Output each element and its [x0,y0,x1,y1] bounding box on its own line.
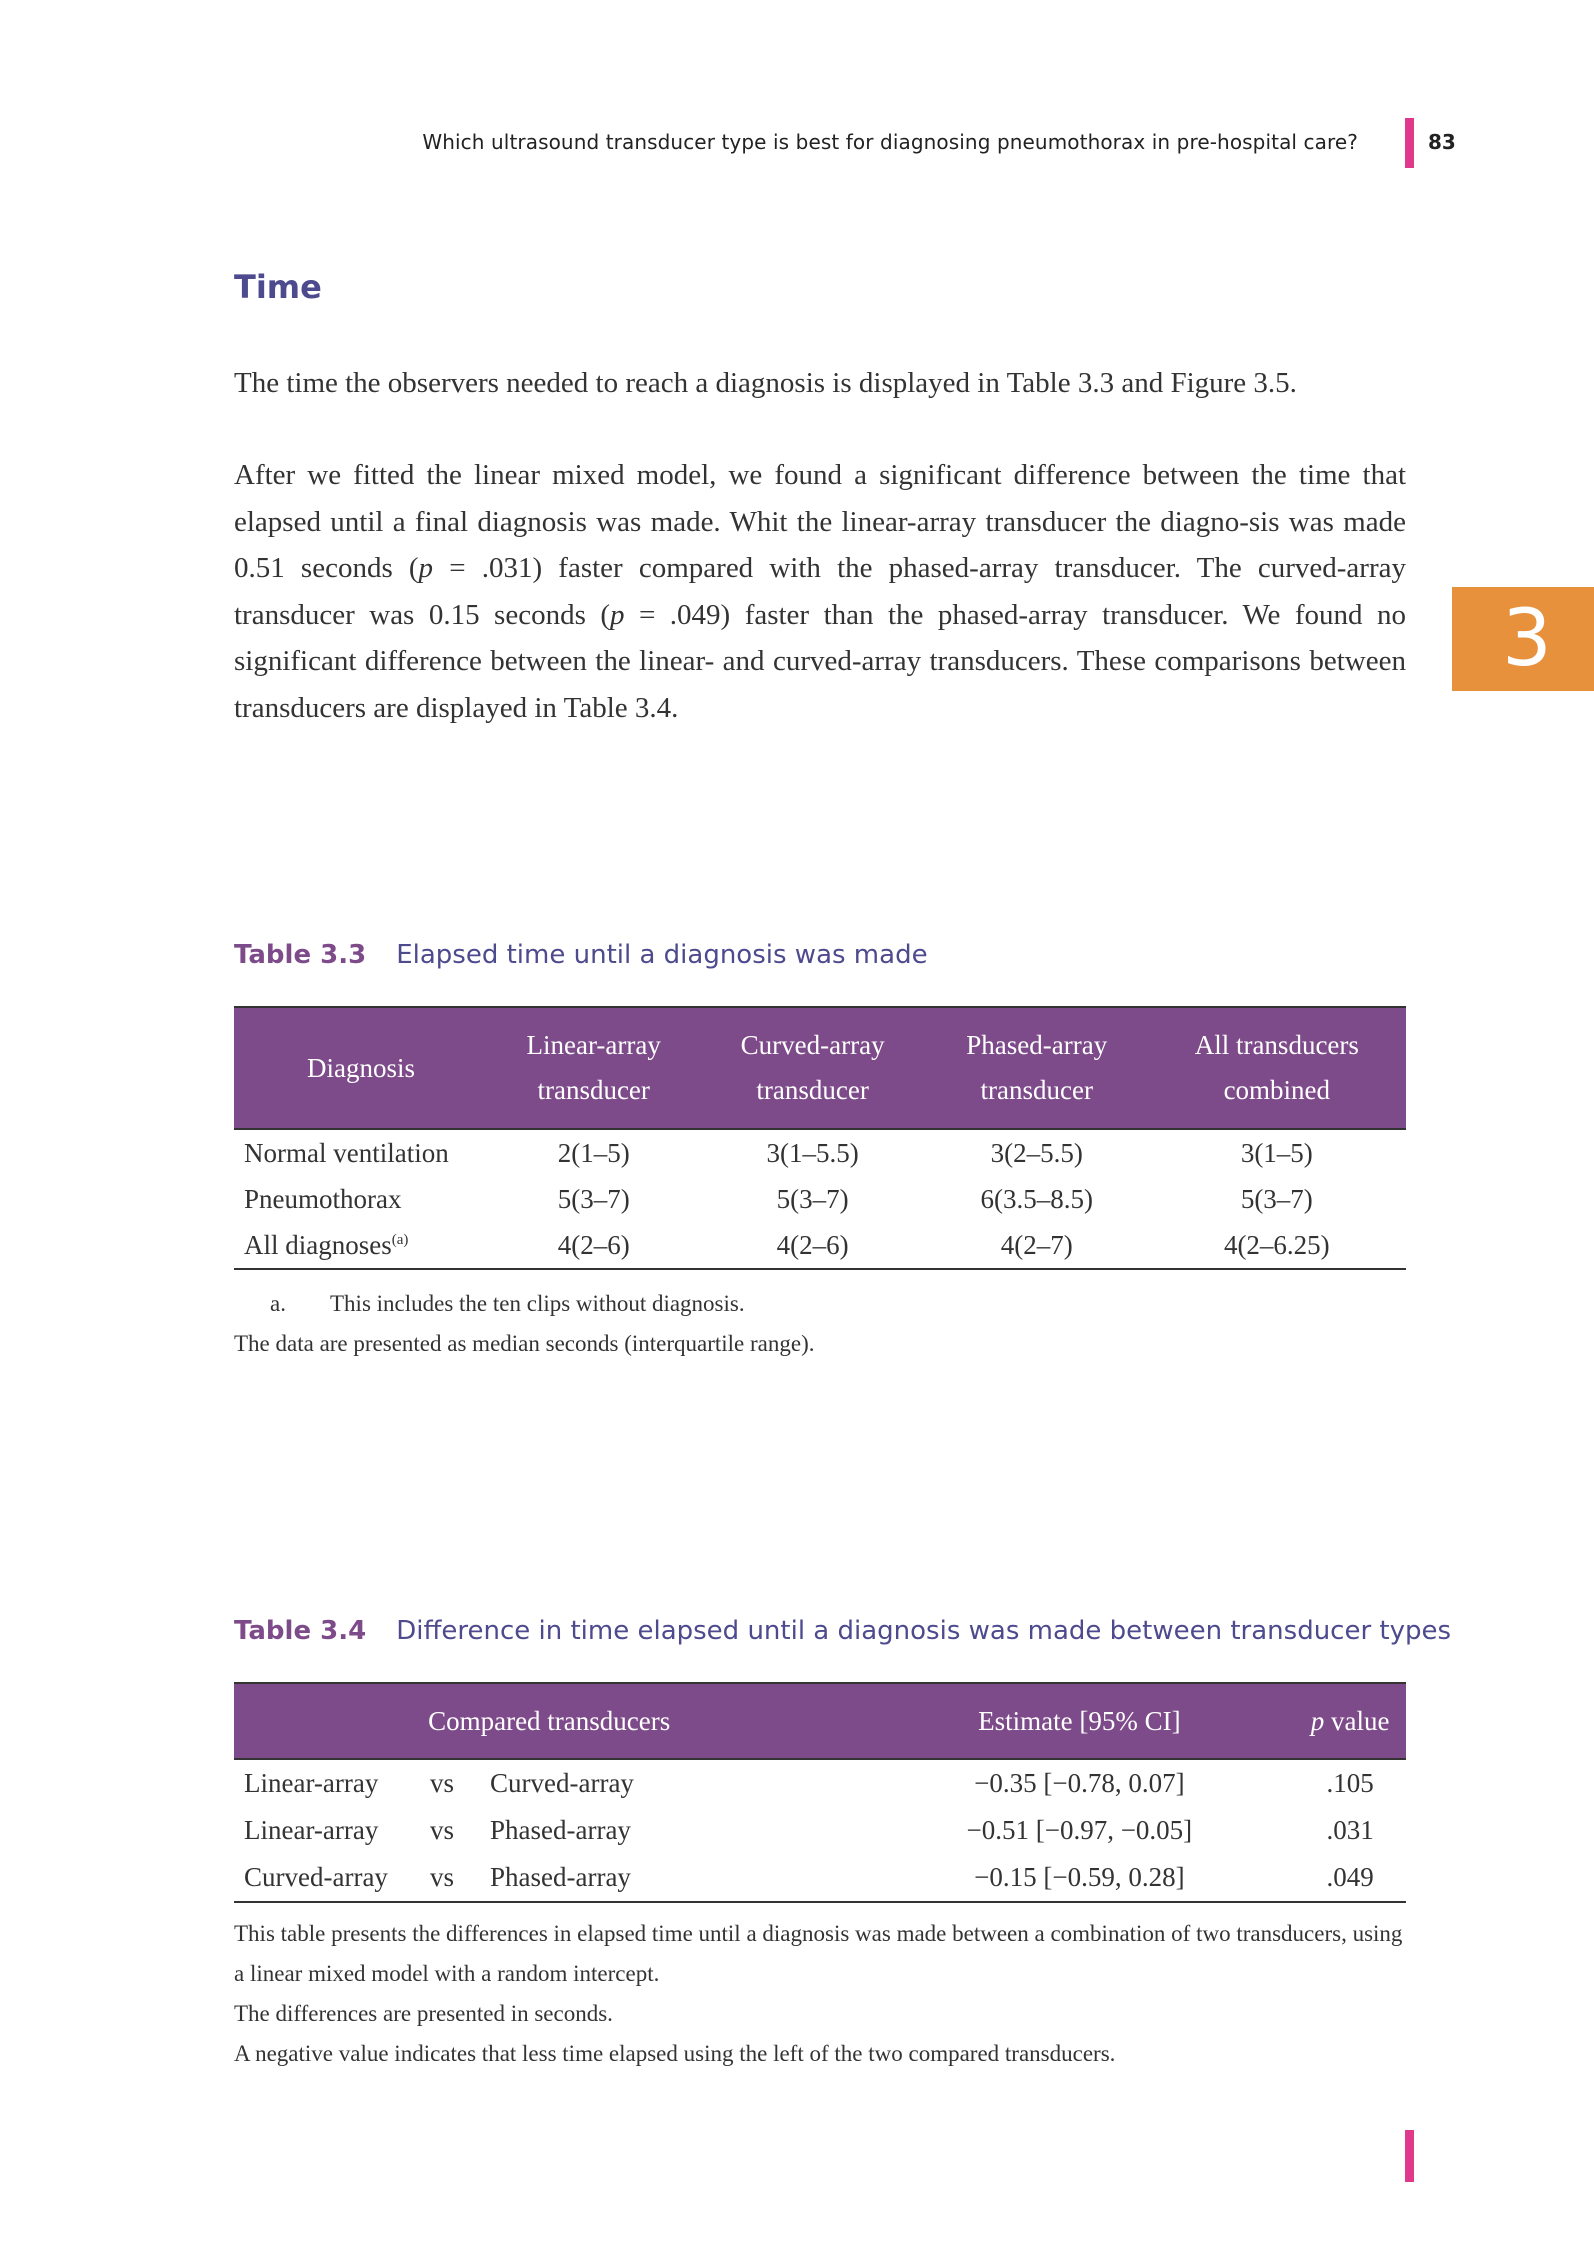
column-header-curved: Curved-array transducer [699,1007,925,1129]
table-row [234,1222,1406,1269]
table-note: The differences are presented in seconds. [234,2001,613,2026]
table-note: This table presents the differences in elapsed time until a diagnosis was made between a combination of two transducers, using a linear mixed model with a random intercept. [234,1921,1403,1986]
table-footnote: a. This includes the ten clips without diagnosis. [270,1291,745,1316]
results-text-part-1: After we fitted the linear mixed model, we found a significant difference between the time that elapsed until a final diagnosis was made. Whit the linear-array transducer the diagno-sis was made 0.51 seconds ( [234,459,1406,584]
table-cell: 4(2–6) [776,1229,849,1260]
left-transducer: Linear-array [244,1815,379,1845]
table-row [234,1854,1406,1902]
left-transducer: Linear-array [244,1768,379,1798]
table-note: The data are presented as median seconds (interquartile range). [234,1331,815,1356]
estimate-cell: −0.15 [−0.59, 0.28] [974,1862,1185,1892]
column-header-compared: Compared transducers [234,1683,864,1759]
table-cell: 5(3–7) [776,1183,849,1214]
table-3-3 [234,1006,1406,1270]
table-note: A negative value indicates that less time elapsed using the left of the two compared transducers. [234,2041,1116,2066]
estimate-cell: −0.35 [−0.78, 0.07] [974,1768,1185,1798]
table-cell: 4(2–7) [1000,1229,1073,1260]
table-3-4 [234,1682,1406,1903]
paragraph-intro-text: The time the observers needed to reach a diagnosis is displayed in Table 3.3 and Figure 3.5. [234,367,1297,399]
vs-label: vs [430,1768,455,1798]
results-text-part-2: = .031) faster compared with the phased-array transducer. The curved-array transducer was 0.15 seconds ( [234,552,1406,631]
row-label: Normal ventilation [244,1137,449,1168]
table-header-row [234,1007,1406,1129]
right-transducer: Curved-array [490,1768,634,1798]
column-header-p-value: p value [1294,1683,1406,1759]
table-row [234,1129,1406,1176]
header-accent-bar [1405,118,1414,168]
table-cell: 2(1–5) [557,1137,630,1168]
table-cell: 3(1–5) [1240,1137,1313,1168]
right-transducer: Phased-array [490,1862,631,1892]
right-transducer: Phased-array [490,1815,631,1845]
p-symbol: p [418,552,434,584]
table-3-4-notes [234,1914,1406,2074]
results-text-part-3: = .049) faster than the phased-array transducer. We found no significant difference between the linear- and curved-array transducers. These comparisons between transducers are displayed in Table 3.4. [234,598,1406,724]
row-label: All diagnoses$^{(a)}$ [244,1229,409,1260]
table-row [234,1176,1406,1222]
column-header-linear: Linear-array transducer [488,1007,699,1129]
table-cell: 6(3.5–8.5) [980,1183,1093,1214]
left-transducer: Curved-array [244,1862,388,1892]
paragraph-intro [234,360,1406,407]
footnote-marker: (a) [391,1231,409,1248]
estimate-cell: −0.51 [−0.97, −0.05] [966,1815,1193,1845]
table-cell: 5(3–7) [1240,1183,1313,1214]
column-header-combined: All transducers combined [1148,1007,1406,1129]
running-title: Which ultrasound transducer type is best for diagnosing pneumothorax in pre-hospital care? [422,130,1358,154]
row-label: Pneumothorax [244,1183,402,1214]
table-cell: 3(1–5.5) [766,1137,859,1168]
footer-accent-bar [1405,2130,1414,2182]
table-cell: 4(2–6.25) [1223,1229,1330,1260]
table-cell: 4(2–6) [557,1229,630,1260]
table-3-3-caption [234,940,928,970]
column-header-diagnosis: Diagnosis [234,1007,488,1129]
column-header-estimate: Estimate [95% CI] [864,1683,1294,1759]
table-3-3-title: Elapsed time until a diagnosis was made [396,940,928,970]
table-row [234,1759,1406,1807]
page-number: 83 [1428,130,1456,154]
table-header-row [234,1683,1406,1759]
p-symbol: p [610,598,625,631]
table-3-4-label: Table 3.4 [234,1616,367,1646]
table-3-4-caption [234,1616,1451,1646]
vs-label: vs [430,1815,455,1845]
table-row [234,1807,1406,1854]
table-cell: 3(2–5.5) [990,1137,1083,1168]
paragraph-results [234,452,1406,731]
p-value-cell: .105 [1326,1768,1374,1798]
table-3-4-title: Difference in time elapsed until a diagnosis was made between transducer types [396,1616,1452,1646]
vs-label: vs [430,1862,455,1892]
section-title: Time [234,268,322,306]
p-value-cell: .049 [1326,1862,1374,1892]
table-3-3-label: Table 3.3 [234,940,367,970]
table-cell: 5(3–7) [557,1183,630,1214]
chapter-tab: 3 [1452,587,1594,691]
p-value-cell: .031 [1326,1815,1374,1845]
column-header-phased: Phased-array transducer [926,1007,1148,1129]
table-3-3-notes [234,1284,814,1364]
